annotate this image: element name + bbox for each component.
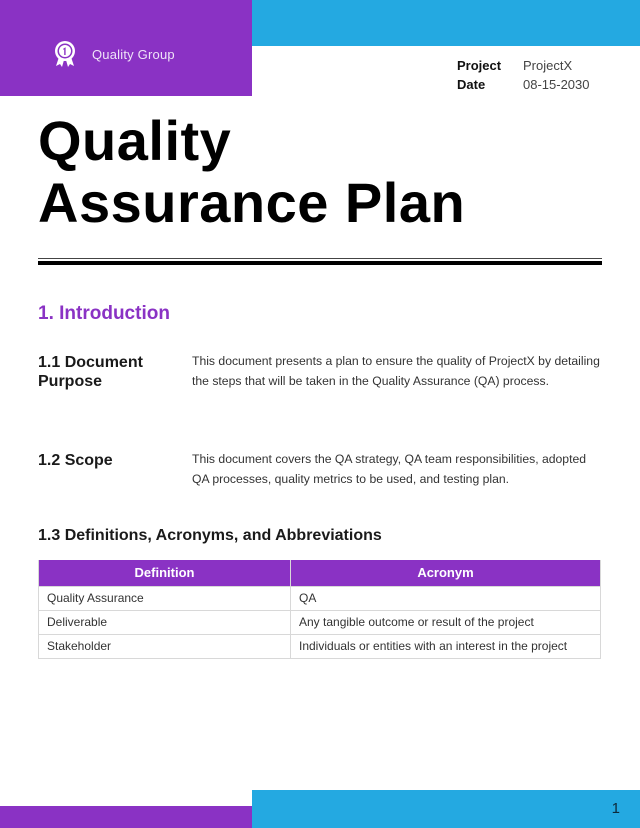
title-line-2: Assurance Plan [38,171,466,234]
page-number: 1 [611,800,620,817]
brand [54,40,175,68]
subsection-title [38,353,192,391]
acronym-cell: Any tangible outcome or result of the project [291,610,601,634]
subsection-scope [38,451,602,489]
title-divider-thick [38,261,602,265]
document-meta [457,58,590,93]
brand-name: Quality Group [92,46,175,62]
acronym-cell: Individuals or entities with an interest in the project [291,634,601,658]
date-value: 08-15-2030 [523,77,590,92]
award-ribbon-icon [54,40,76,68]
subsection-body: This document covers the QA strategy, QA team responsibilities, adopted QA processes, quality metrics to be used, and testing plan. [192,452,587,486]
definition-cell: Deliverable [39,610,291,634]
date-label: Date [457,77,486,92]
subsection-document-purpose [38,353,602,391]
project-label: Project [457,58,502,73]
footer-blue-band [252,790,640,828]
document-title [38,110,465,234]
subsection-body: This document presents a plan to ensure the quality of ProjectX by detailing the steps that will be taken in the Quality Assurance (QA) process. [192,354,600,388]
table-row [39,586,601,610]
definitions-table [38,560,601,659]
table-row [39,634,601,658]
title-line-1: Quality [38,109,232,172]
definitions-heading: 1.3 Definitions, Acronyms, and Abbreviations [38,527,382,544]
project-value: ProjectX [523,58,573,73]
column-header-acronym: Acronym [291,560,601,586]
section-heading-introduction: 1. Introduction [38,303,170,324]
column-header-definition: Definition [39,560,291,586]
definition-cell: Stakeholder [39,634,291,658]
table-row [39,610,601,634]
title-divider-thin [38,258,602,259]
acronym-cell: QA [291,586,601,610]
footer-purple-band [0,806,252,828]
subsection-title: 1.2 Scope [38,452,113,469]
subsection-title-line-2: Purpose [38,373,103,390]
table-header-row [39,560,601,586]
subsection-title-line-1: 1.1 Document [38,354,143,371]
header-blue-band [252,0,640,46]
definition-cell: Quality Assurance [39,586,291,610]
